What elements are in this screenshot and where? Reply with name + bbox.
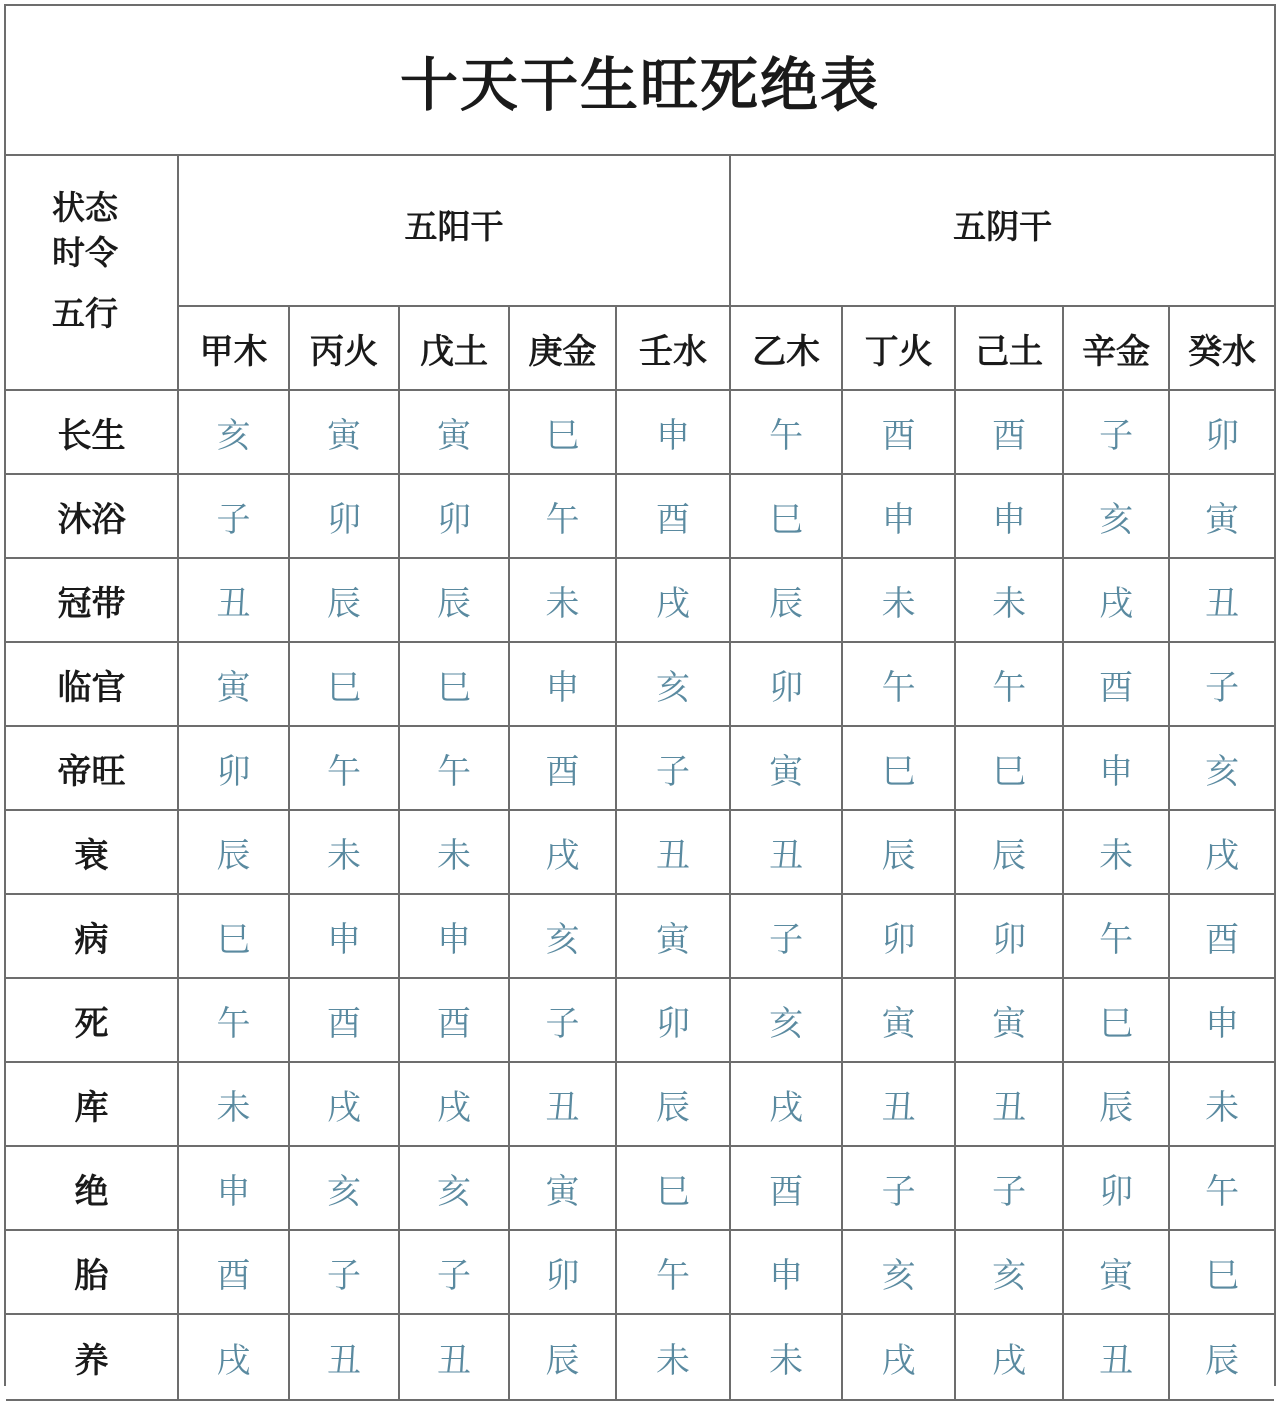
branch-cell: 卯 (178, 726, 289, 810)
branch-cell: 午 (178, 978, 289, 1062)
branch-cell: 亥 (730, 978, 842, 1062)
branch-cell: 子 (1169, 642, 1274, 726)
branch-cell: 辰 (842, 810, 955, 894)
branch-cell: 酉 (1063, 642, 1169, 726)
branch-cell: 巳 (178, 894, 289, 978)
branch-cell: 未 (289, 810, 399, 894)
branch-cell: 戌 (399, 1062, 509, 1146)
branch-cell: 午 (616, 1230, 730, 1314)
table-row (6, 726, 1274, 810)
branch-cell: 辰 (289, 558, 399, 642)
branch-cell: 申 (178, 1146, 289, 1230)
branch-cell: 寅 (399, 390, 509, 474)
branch-cell: 丑 (509, 1062, 616, 1146)
corner-label-season: 时令 (52, 232, 118, 272)
branch-cell: 卯 (399, 474, 509, 558)
branch-cell: 巳 (289, 642, 399, 726)
branch-cell: 亥 (178, 390, 289, 474)
branch-cell: 未 (842, 558, 955, 642)
state-label: 死 (6, 978, 178, 1062)
branch-cell: 巳 (509, 390, 616, 474)
table-row (6, 978, 1274, 1062)
branch-cell: 寅 (1063, 1230, 1169, 1314)
branch-cell: 辰 (1169, 1314, 1274, 1400)
branch-cell: 卯 (289, 474, 399, 558)
table-row (6, 558, 1274, 642)
branch-cell: 戌 (1169, 810, 1274, 894)
branch-cell: 午 (955, 642, 1063, 726)
branch-cell: 卯 (1063, 1146, 1169, 1230)
group-header-yang: 五阳干 (178, 156, 730, 306)
branch-cell: 申 (730, 1230, 842, 1314)
corner-header (6, 156, 178, 390)
stem-header: 丙火 (289, 306, 399, 390)
branch-cell: 午 (1063, 894, 1169, 978)
branch-cell: 子 (289, 1230, 399, 1314)
table-sheet (4, 4, 1276, 1386)
stem-header: 甲木 (178, 306, 289, 390)
branch-cell: 辰 (509, 1314, 616, 1400)
stem-header: 乙木 (730, 306, 842, 390)
branch-cell: 丑 (178, 558, 289, 642)
branch-cell: 午 (842, 642, 955, 726)
branch-cell: 申 (842, 474, 955, 558)
branch-cell: 申 (616, 390, 730, 474)
branch-cell: 未 (1063, 810, 1169, 894)
branch-cell: 戌 (842, 1314, 955, 1400)
state-label: 帝旺 (6, 726, 178, 810)
branch-cell: 卯 (842, 894, 955, 978)
page-title: 十天干生旺死绝表 (399, 51, 880, 119)
branch-cell: 亥 (509, 894, 616, 978)
branch-cell: 寅 (289, 390, 399, 474)
branch-cell: 寅 (842, 978, 955, 1062)
branch-cell: 亥 (399, 1146, 509, 1230)
branch-cell: 寅 (1169, 474, 1274, 558)
branch-cell: 丑 (399, 1314, 509, 1400)
branch-cell: 卯 (730, 642, 842, 726)
state-label: 沐浴 (6, 474, 178, 558)
branch-cell: 寅 (616, 894, 730, 978)
branch-cell: 寅 (955, 978, 1063, 1062)
stem-header-row (6, 306, 1274, 390)
branch-cell: 巳 (616, 1146, 730, 1230)
state-label: 长生 (6, 390, 178, 474)
state-label: 冠带 (6, 558, 178, 642)
branch-cell: 酉 (1169, 894, 1274, 978)
group-header-yin: 五阴干 (730, 156, 1274, 306)
state-label: 养 (6, 1314, 178, 1400)
branch-cell: 酉 (730, 1146, 842, 1230)
corner-label-element: 五行 (52, 293, 118, 333)
state-label: 病 (6, 894, 178, 978)
branch-cell: 子 (616, 726, 730, 810)
branch-cell: 卯 (616, 978, 730, 1062)
branch-cell: 未 (730, 1314, 842, 1400)
branch-cell: 戌 (509, 810, 616, 894)
branch-cell: 子 (730, 894, 842, 978)
branch-cell: 午 (509, 474, 616, 558)
branch-cell: 辰 (1063, 1062, 1169, 1146)
branch-cell: 戌 (178, 1314, 289, 1400)
branch-cell: 子 (399, 1230, 509, 1314)
table-row (6, 1146, 1274, 1230)
branch-cell: 卯 (1169, 390, 1274, 474)
stem-header: 壬水 (616, 306, 730, 390)
branch-cell: 午 (289, 726, 399, 810)
table-row (6, 894, 1274, 978)
branch-cell: 亥 (842, 1230, 955, 1314)
stem-header: 癸水 (1169, 306, 1274, 390)
table-row (6, 390, 1274, 474)
branch-cell: 未 (955, 558, 1063, 642)
branch-cell: 申 (1169, 978, 1274, 1062)
branch-cell: 亥 (1169, 726, 1274, 810)
branch-cell: 午 (399, 726, 509, 810)
branch-cell: 酉 (616, 474, 730, 558)
branch-cell: 酉 (842, 390, 955, 474)
branch-cell: 子 (955, 1146, 1063, 1230)
branch-cell: 子 (842, 1146, 955, 1230)
branch-cell: 子 (1063, 390, 1169, 474)
branch-cell: 戌 (616, 558, 730, 642)
group-header-row (6, 156, 1274, 306)
branch-cell: 酉 (178, 1230, 289, 1314)
table-row (6, 1314, 1274, 1400)
state-label: 库 (6, 1062, 178, 1146)
branch-cell: 酉 (509, 726, 616, 810)
branch-cell: 子 (178, 474, 289, 558)
branch-cell: 申 (955, 474, 1063, 558)
corner-label-state: 状态 (52, 188, 118, 227)
state-label: 绝 (6, 1146, 178, 1230)
branch-cell: 未 (178, 1062, 289, 1146)
branch-cell: 亥 (955, 1230, 1063, 1314)
branch-cell: 丑 (1063, 1314, 1169, 1400)
branch-cell: 寅 (730, 726, 842, 810)
stem-header: 己土 (955, 306, 1063, 390)
branch-cell: 辰 (178, 810, 289, 894)
branch-cell: 戌 (1063, 558, 1169, 642)
branch-cell: 丑 (289, 1314, 399, 1400)
stem-header: 丁火 (842, 306, 955, 390)
branch-cell: 酉 (289, 978, 399, 1062)
branch-cell: 未 (399, 810, 509, 894)
table-row (6, 1062, 1274, 1146)
stem-header: 庚金 (509, 306, 616, 390)
branch-cell: 申 (399, 894, 509, 978)
branch-cell: 巳 (955, 726, 1063, 810)
stem-header: 辛金 (1063, 306, 1169, 390)
branch-cell: 戌 (730, 1062, 842, 1146)
branch-cell: 辰 (616, 1062, 730, 1146)
branch-cell: 卯 (955, 894, 1063, 978)
branch-cell: 丑 (616, 810, 730, 894)
branch-cell: 巳 (842, 726, 955, 810)
branch-cell: 戌 (289, 1062, 399, 1146)
table-row (6, 474, 1274, 558)
stem-header: 戊土 (399, 306, 509, 390)
branch-cell: 亥 (289, 1146, 399, 1230)
state-label: 衰 (6, 810, 178, 894)
stems-table (6, 156, 1274, 1401)
branch-cell: 辰 (399, 558, 509, 642)
table-row (6, 1230, 1274, 1314)
branch-cell: 子 (509, 978, 616, 1062)
branch-cell: 戌 (955, 1314, 1063, 1400)
branch-cell: 寅 (509, 1146, 616, 1230)
title-row (6, 6, 1274, 156)
table-row (6, 642, 1274, 726)
branch-cell: 巳 (1063, 978, 1169, 1062)
branch-cell: 酉 (399, 978, 509, 1062)
branch-cell: 申 (1063, 726, 1169, 810)
branch-cell: 辰 (955, 810, 1063, 894)
branch-cell: 辰 (730, 558, 842, 642)
branch-cell: 丑 (955, 1062, 1063, 1146)
state-label: 临官 (6, 642, 178, 726)
branch-cell: 午 (1169, 1146, 1274, 1230)
branch-cell: 申 (509, 642, 616, 726)
branch-cell: 巳 (1169, 1230, 1274, 1314)
branch-cell: 未 (509, 558, 616, 642)
branch-cell: 申 (289, 894, 399, 978)
branch-cell: 酉 (955, 390, 1063, 474)
branch-cell: 亥 (1063, 474, 1169, 558)
branch-cell: 卯 (509, 1230, 616, 1314)
branch-cell: 巳 (730, 474, 842, 558)
branch-cell: 丑 (1169, 558, 1274, 642)
table-row (6, 810, 1274, 894)
branch-cell: 亥 (616, 642, 730, 726)
branch-cell: 午 (730, 390, 842, 474)
branch-cell: 丑 (842, 1062, 955, 1146)
branch-cell: 寅 (178, 642, 289, 726)
branch-cell: 丑 (730, 810, 842, 894)
branch-cell: 未 (1169, 1062, 1274, 1146)
branch-cell: 未 (616, 1314, 730, 1400)
state-label: 胎 (6, 1230, 178, 1314)
branch-cell: 巳 (399, 642, 509, 726)
